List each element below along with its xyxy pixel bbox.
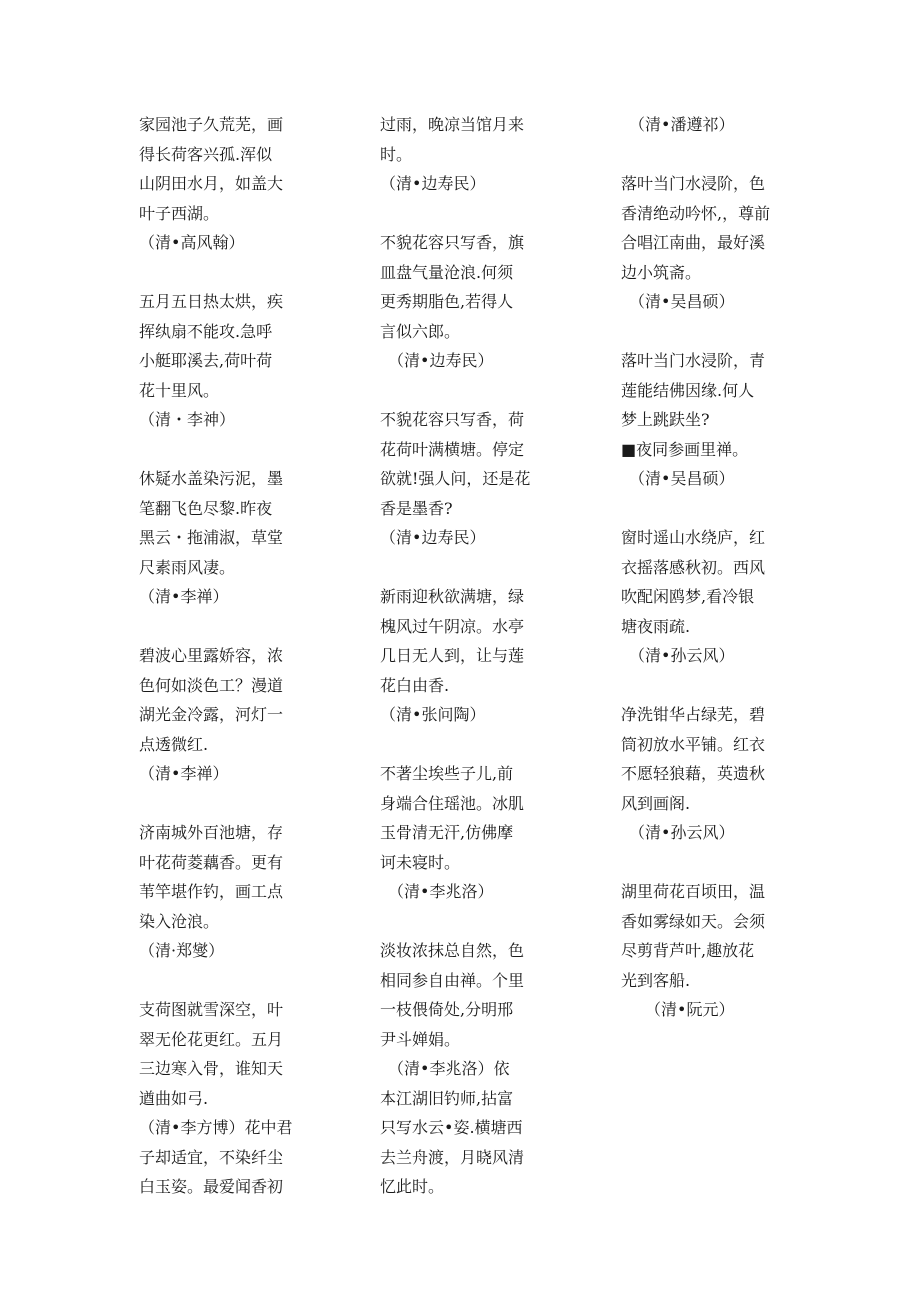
poem-line: 窗时遥山水绕庐，红 bbox=[621, 528, 766, 547]
poem-line: 时。 bbox=[380, 144, 413, 164]
poem-line: 新雨迎秋欲满塘，绿 bbox=[380, 587, 525, 606]
poem-attribution: （清•吴昌硕） bbox=[621, 292, 735, 311]
poem-line: 不貌花容只写香，旗 bbox=[380, 233, 525, 252]
poem-line: 碧波心里露娇容，浓 bbox=[139, 646, 284, 665]
poem-line: 不愿轻狼藉，英遗秋 bbox=[621, 764, 766, 783]
poem-line: 言似六郎。 bbox=[380, 321, 461, 341]
stanza-gap bbox=[380, 199, 530, 229]
poem-attribution: （清・李神） bbox=[139, 410, 236, 429]
poem-attribution: （清•李禅） bbox=[139, 587, 229, 606]
stanza-gap bbox=[380, 730, 530, 760]
poem-line: 槐风过午阴凉。水亭 bbox=[380, 616, 525, 636]
poem-line: 更秀期脂色,若得人 bbox=[380, 292, 514, 311]
poem-line: 净洗钳华占绿芜，碧 bbox=[621, 705, 766, 724]
poem-line: 落叶当门水浸阶，色 bbox=[621, 174, 766, 193]
poem-line: 苇竿堪作钓，画工点 bbox=[139, 882, 284, 901]
poem-line: 吹配闲鸥梦,看冷银 bbox=[621, 587, 755, 606]
poem-attribution: （清•张问陶） bbox=[380, 705, 486, 724]
poem-attribution: （清•孙云风） bbox=[621, 823, 735, 842]
stanza-gap bbox=[380, 376, 530, 406]
poem-line: 花十里风。 bbox=[139, 380, 220, 400]
poem-line: 淡妆浓抹总自然，色 bbox=[380, 941, 525, 960]
poem-line: 色何如淡色工？漫道 bbox=[139, 675, 284, 695]
poem-line: 支荷图就雪深空，叶 bbox=[139, 1000, 284, 1019]
poem-line: 梦上跳趺坐? bbox=[621, 410, 710, 429]
poem-attribution: （清•李禅） bbox=[139, 764, 229, 783]
poem-line: 香是墨香? bbox=[380, 498, 453, 518]
poem-line: 叶花荷菱藕香。更有 bbox=[139, 852, 284, 872]
poem-line: 光到客船. bbox=[621, 970, 691, 990]
stanza-gap bbox=[139, 612, 289, 642]
stanza-gap bbox=[621, 494, 771, 524]
poem-line: 边小筑斋。 bbox=[621, 262, 702, 282]
poem-line: 子却适宜，不染纤尘 bbox=[139, 1147, 284, 1167]
poem-line: 湖里荷花百顷田，温 bbox=[621, 882, 766, 901]
poem-line: 皿盘气量沧浪.何须 bbox=[380, 262, 514, 282]
poem-line: 筒初放水平铺。红衣 bbox=[621, 734, 766, 754]
poem-line: 不貌花容只写香，荷 bbox=[380, 410, 525, 429]
poem-line: 合唱江南曲，最好溪 bbox=[621, 233, 766, 252]
poem-line: 湖光金冷露，河灯一 bbox=[139, 705, 284, 724]
poem-line: 衣摇落感秋初。西风 bbox=[621, 557, 766, 577]
poem-line: 莲能结佛因缘.何人 bbox=[621, 380, 755, 400]
poem-line: 塘夜雨疏. bbox=[621, 616, 691, 636]
stanza-gap bbox=[380, 907, 530, 937]
poem-line: 点透微红. bbox=[139, 734, 209, 754]
poem-line: 身端合住瑶池。冰肌 bbox=[380, 793, 525, 813]
poem-attribution: （清•李方博）花中君 bbox=[139, 1118, 293, 1137]
poem-attribution: （清•边寿民） bbox=[380, 174, 486, 193]
poem-line: 挥纨扇不能攻.急呼 bbox=[139, 321, 273, 341]
poem-attribution: （清•李兆洛）依 bbox=[380, 1059, 510, 1078]
poem-line: 遒曲如弓. bbox=[139, 1088, 209, 1108]
poem-line: ■夜同参画里禅。 bbox=[621, 439, 749, 459]
poem-line: 欲就!强人问，还是花 bbox=[380, 469, 531, 488]
poem-line: 三边寒入骨，谁知天 bbox=[139, 1059, 284, 1078]
stanza-gap bbox=[621, 140, 771, 170]
poem-line: 休疑水盖染污泥，墨 bbox=[139, 469, 284, 488]
poem-line: 尽剪背芦叶,趣放花 bbox=[621, 941, 755, 960]
poem-line: 笔翻飞色尽黎.昨夜 bbox=[139, 498, 273, 518]
poem-line: 尺素雨风凄。 bbox=[139, 557, 236, 577]
poem-line: 山阴田水月，如盖大 bbox=[139, 174, 284, 193]
poem-line: 忆此时。 bbox=[380, 1177, 445, 1196]
stanza-gap bbox=[139, 435, 289, 465]
poem-line: 小艇耶溪去,荷叶荷 bbox=[139, 351, 273, 370]
poem-attribution: （清•孙云风） bbox=[621, 646, 735, 665]
poem-line: 济南城外百池塘，存 bbox=[139, 823, 284, 842]
poem-line: 翠无伦花更红。五月 bbox=[139, 1029, 284, 1049]
poem-line: 过雨，晚凉当馆月来 bbox=[380, 115, 525, 134]
poem-attribution: （清•高风翰） bbox=[139, 233, 245, 252]
poem-attribution: （清•边寿民） bbox=[380, 351, 494, 370]
poem-attribution: （清·郑燮） bbox=[139, 941, 225, 960]
poem-line: 染入沧浪。 bbox=[139, 911, 220, 931]
poem-column-3 bbox=[621, 110, 771, 1025]
stanza-gap bbox=[139, 789, 289, 819]
stanza-gap bbox=[621, 671, 771, 701]
poem-attribution: （清•吴昌硕） bbox=[621, 469, 735, 488]
poem-line: 去兰舟渡，月晓风清 bbox=[380, 1147, 525, 1167]
poem-line: 白玉姿。最爱闻香初 bbox=[139, 1177, 284, 1196]
poem-line: 尹斗婵娟。 bbox=[380, 1029, 461, 1049]
poem-line: 花白由香. bbox=[380, 675, 450, 695]
poem-column-2 bbox=[380, 110, 530, 1202]
stanza-gap bbox=[139, 966, 289, 996]
poem-attribution: （清•潘遵祁） bbox=[621, 115, 735, 134]
poem-line: 香清绝动吟怀,，尊前 bbox=[621, 203, 771, 223]
poem-line: 黑云・拖浦淑，草堂 bbox=[139, 528, 284, 547]
poem-line: 本江湖旧钓师,拈富 bbox=[380, 1088, 514, 1108]
poem-attribution: （清•阮元） bbox=[621, 1000, 735, 1019]
poem-line: 几日无人到，让与莲 bbox=[380, 646, 525, 665]
poem-line: 花荷叶满横塘。停定 bbox=[380, 439, 525, 459]
poem-attribution: （清•李兆洛） bbox=[380, 882, 494, 901]
stanza-gap bbox=[380, 553, 530, 583]
poem-line: 相同参自由禅。个里 bbox=[380, 970, 525, 990]
poem-line: 一枝偎倚处,分明邢 bbox=[380, 1000, 514, 1019]
poem-line: 不著尘埃些子儿,前 bbox=[380, 764, 514, 783]
poem-column-1 bbox=[139, 110, 293, 1202]
poem-line: 家园池子久荒芜，画 bbox=[139, 115, 284, 134]
stanza-gap bbox=[621, 317, 771, 347]
stanza-gap bbox=[139, 258, 289, 288]
poem-line: 香如雾绿如天。会须 bbox=[621, 911, 766, 931]
poem-line: 叶子西湖。 bbox=[139, 203, 220, 223]
poem-line: 玉骨清无汗,仿佛摩 bbox=[380, 823, 514, 842]
poem-line: 诃未寝时。 bbox=[380, 852, 461, 872]
poem-line: 风到画阁. bbox=[621, 793, 691, 813]
stanza-gap bbox=[621, 848, 771, 878]
poem-attribution: （清•边寿民） bbox=[380, 528, 486, 547]
poem-line: 五月五日热太烘，疾 bbox=[139, 292, 284, 311]
poem-line: 得长荷客兴孤.浑似 bbox=[139, 144, 273, 164]
poem-line: 只写水云•姿.横塘西 bbox=[380, 1118, 523, 1137]
poem-line: 落叶当门水浸阶，青 bbox=[621, 351, 766, 370]
